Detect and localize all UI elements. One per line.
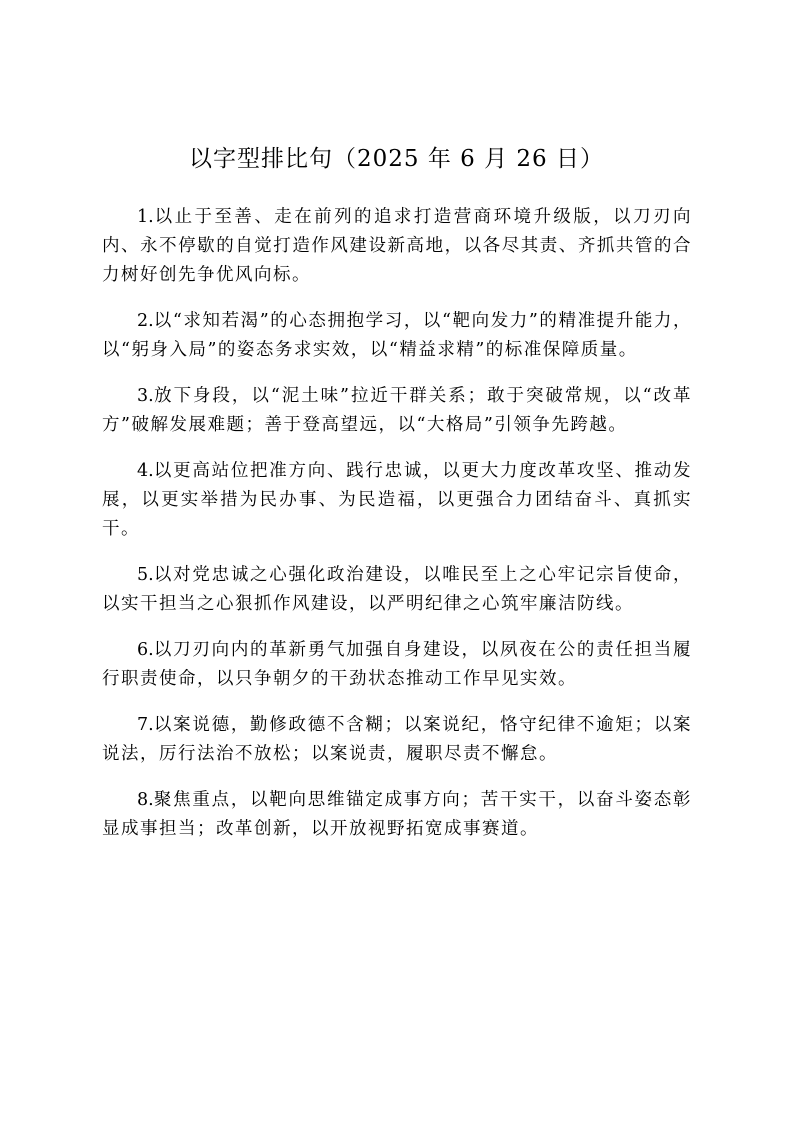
list-item-5	[102, 561, 692, 619]
item-number: 1.	[137, 207, 154, 227]
document-title: 以字型排比句（2025 年 6 月 26 日）	[189, 146, 604, 172]
list-item-4	[102, 457, 692, 544]
item-text: 以案说德，勤修政德不含糊；以案说纪，恪守纪律不逾矩；以案说法，厉行法治不放松；以案说责，履职尽责不懈怠。	[102, 715, 692, 764]
item-number: 2.	[137, 311, 154, 331]
list-item-3	[102, 382, 692, 440]
item-text: 以“求知若渴”的心态拥抱学习，以“靶向发力”的精准提升能力，以“躬身入局”的姿态务求实效，以“精益求精”的标准保障质量。	[102, 311, 692, 360]
item-number: 4.	[137, 461, 154, 481]
item-text: 聚焦重点，以靶向思维锚定成事方向；苦干实干，以奋斗姿态彰显成事担当；改革创新，以开放视野拓宽成事赛道。	[102, 790, 692, 839]
list-item-6	[102, 636, 692, 694]
list-item-2	[102, 307, 692, 365]
list-item-1	[102, 203, 692, 290]
item-text: 以刀刃向内的革新勇气加强自身建设，以夙夜在公的责任担当履行职责使命，以只争朝夕的干劲状态推动工作早见实效。	[102, 640, 692, 689]
item-number: 5.	[137, 565, 154, 585]
item-text: 以更高站位把准方向、践行忠诚，以更大力度改革攻坚、推动发展，以更实举措为民办事、为民造福，以更强合力团结奋斗、真抓实干。	[102, 461, 692, 539]
item-text: 以止于至善、走在前列的追求打造营商环境升级版，以刀刃向内、永不停歇的自觉打造作风建设新高地，以各尽其责、齐抓共管的合力树好创先争优风向标。	[102, 207, 692, 285]
item-number: 6.	[137, 640, 154, 660]
item-number: 3.	[137, 386, 154, 406]
item-number: 8.	[137, 790, 154, 810]
item-number: 7.	[137, 715, 154, 735]
item-text: 以对党忠诚之心强化政治建设，以唯民至上之心牢记宗旨使命，以实干担当之心狠抓作风建设，以严明纪律之心筑牢廉洁防线。	[102, 565, 692, 614]
sentence-list	[102, 203, 692, 861]
list-item-8	[102, 786, 692, 844]
item-text: 放下身段，以“泥土味”拉近干群关系；敢于突破常规，以“改革方”破解发展难题；善于登高望远，以“大格局”引领争先跨越。	[102, 386, 692, 435]
list-item-7	[102, 711, 692, 769]
